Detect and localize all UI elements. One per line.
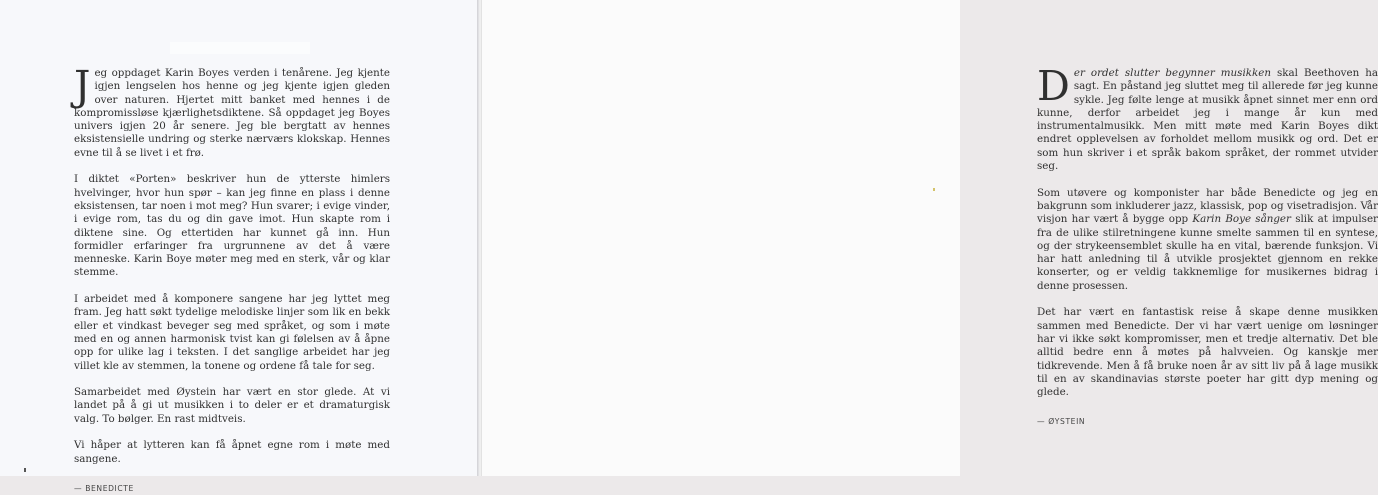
right-paragraph-1-quote: er ordet slutter begynner musikken [1073, 67, 1271, 79]
right-paragraph-2-after: slik at impulser fra de ulike stilretningene kunne smelte sammen til en syntese, og der strykeensemblet skulle ha en vital, bærende funksjon. Vi har hatt anledning til å utvikle prosjektet gjennom en rekke konserter, og er veldig takknemlige for musikernes bidrag i denne prosessen. [1037, 213, 1378, 292]
right-paragraph-2 [1037, 187, 1378, 293]
left-paragraph-4: Samarbeidet med Øystein har vært en stor glede. At vi landet på å gi ut musikken i to deler er et dramaturgisk valg. To bølger. En rast midtveis. [74, 386, 390, 425]
left-dropcap: J [74, 62, 91, 110]
left-paragraph-1-text: eg oppdaget Karin Boyes verden i tenårene. Jeg kjente igjen lengselen hos henne og jeg kjente igjen gleden over naturen. Hjertet mitt banket med hennes i de kompromissløse kjærlighetsdiktene. Så oppdaget jeg Boyes univers igjen 20 år senere. Jeg ble bergtatt av hennes eksistensielle undring og sterke nærværs klokskap. Hennes evne til å se livet i et frø. [74, 67, 390, 159]
left-paragraph-5: Vi håper at lytteren kan få åpnet egne rom i møte med sangene. [74, 439, 390, 465]
right-page-text [1037, 62, 1378, 429]
left-page-text [74, 62, 390, 495]
right-page [481, 0, 1378, 476]
right-paragraph-2-before: Som utøvere og komponister har både Benedicte og jeg en bakgrunn som inkluderer jazz, klassisk, pop og visetradisjon. Vår visjon har vært å bygge opp [1037, 186, 1378, 226]
page-edge-mark [933, 188, 935, 191]
left-paragraph-1 [74, 62, 390, 160]
left-paragraph-2: I diktet «Porten» beskriver hun de ytterste himlers hvelvinger, hvor hun spør – kan jeg finne en plass i denne eksistensen, tar noen i mot meg? Hun svarer; i evige vinder, i evige rom, tas du og din gave imot. Hun skapte rom i diktene sine. Og ettertiden har kunnet gå inn. Hun formidler erfaringer fra urgrunnene av det å være menneske. Karin Boye møter meg med en sterk, vår og klar stemme. [74, 173, 390, 279]
right-paragraph-1 [1037, 62, 1378, 173]
corner-mark [24, 468, 26, 472]
right-dropcap: D [1037, 62, 1070, 110]
right-paragraph-1-text: skal Beethoven ha sagt. En påstand jeg sluttet meg til allerede før jeg kunne sykle. Jeg følte lenge at musikk åpnet sinnet mer enn ord kunne, derfor arbeidet jeg i mange år kun med instrumentalmusikk. Men mitt møte med Karin Boyes dikt endret opplevelsen av forholdet mellom musikk og ord. Det er som hun skriver i et språk bakom språket, der rommet utvider seg. [1037, 67, 1378, 173]
right-paragraph-2-title: Karin Boye sånger [1192, 213, 1291, 226]
left-paragraph-3: I arbeidet med å komponere sangene har jeg lyttet meg fram. Jeg hatt søkt tydelige melodiske linjer som lik en bekk eller et vindkast beveger seg med språket, og som i møte med en og annen harmonisk tvist kan gi følelsen av å åpne opp for ulike lag i teksten. I det sanglige arbeidet har jeg villet kle av stemmen, la tonene og ordene få tale for seg. [74, 293, 390, 372]
faded-heading-residue [170, 42, 310, 54]
right-signature: — ØYSTEIN [1037, 417, 1086, 427]
right-paragraph-3: Det har vært en fantastisk reise å skape denne musikken sammen med Benedicte. Der vi har vært uenige om løsninger har vi ikke søkt kompromisser, men et tredje alternativ. Det ble alltid bedre enn å møtes på halvveien. Og kanskje mer tidkrevende. Men å få bruke noen år av sitt liv på å lage musikk til en av skandinavias største poeter har gitt dyp mening og glede. [1037, 306, 1378, 399]
left-signature: — BENEDICTE [74, 483, 134, 493]
left-page [0, 0, 479, 493]
